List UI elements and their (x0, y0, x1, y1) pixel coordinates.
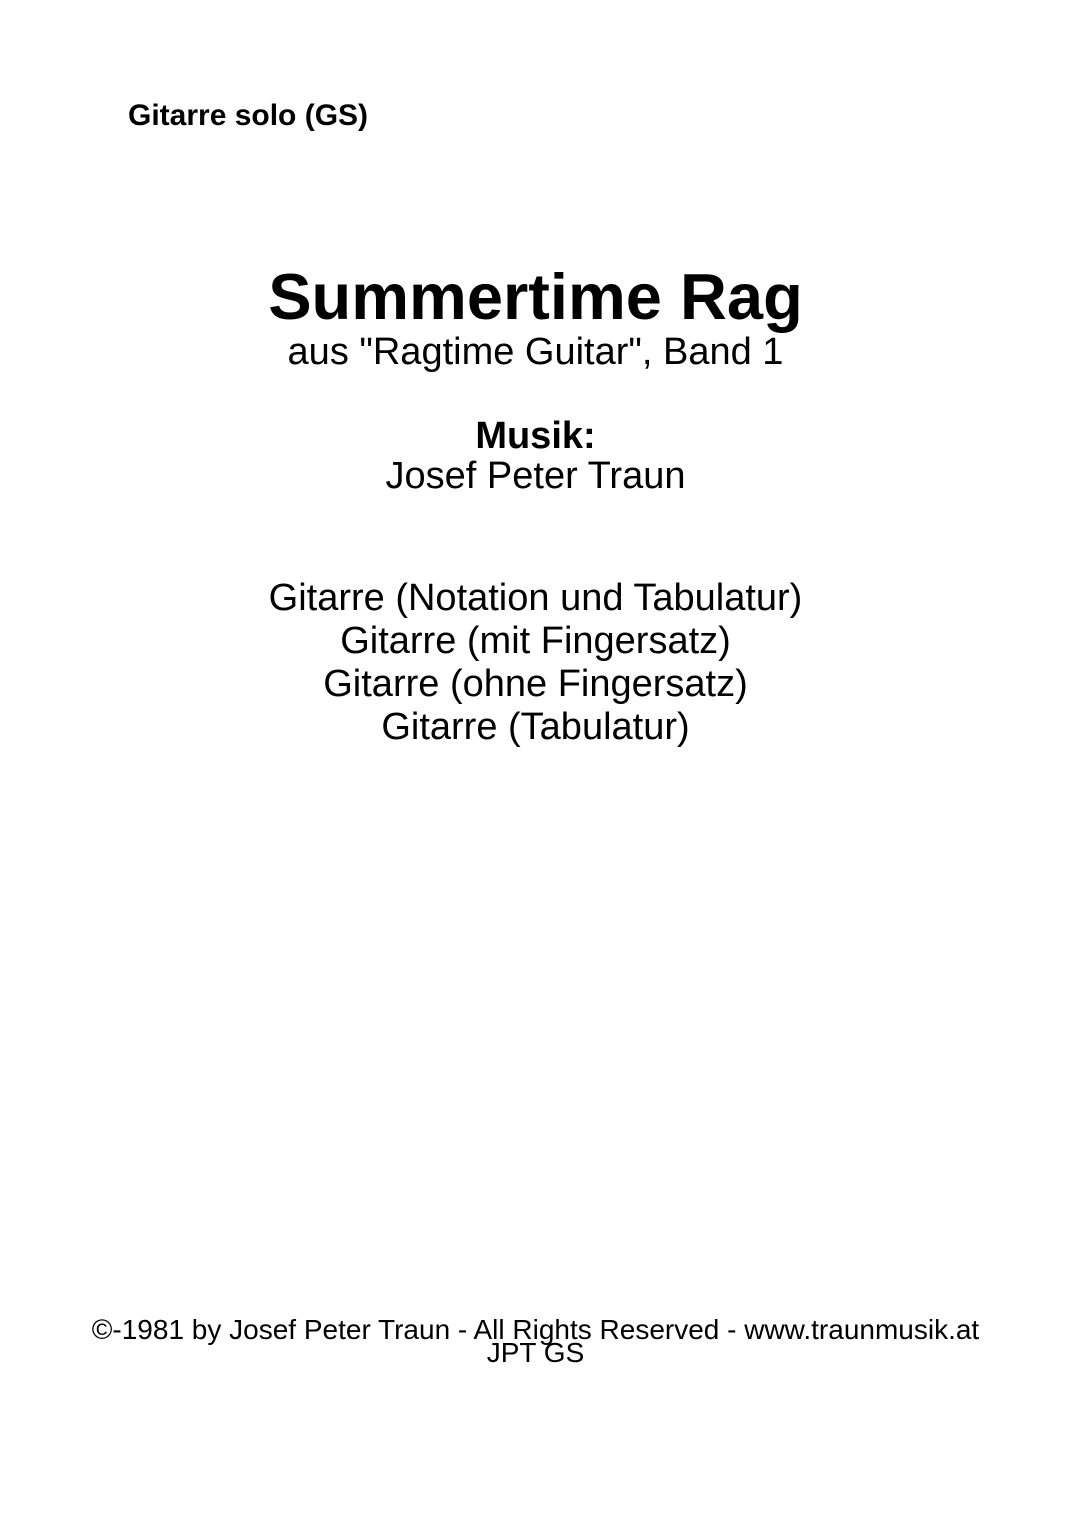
publisher-code: JPT GS (486, 1337, 585, 1368)
music-credit-heading: Musik: (475, 415, 596, 457)
instrumentation-item: Gitarre (Tabulatur) (381, 706, 690, 748)
piece-subtitle: aus "Ragtime Guitar", Band 1 (287, 331, 784, 373)
edition-label: Gitarre solo (GS) (128, 99, 369, 132)
instrumentation-item: Gitarre (ohne Fingersatz) (323, 663, 748, 705)
instrumentation-item: Gitarre (mit Fingersatz) (340, 620, 731, 662)
piece-title: Summertime Rag (268, 260, 803, 333)
composer-name: Josef Peter Traun (385, 455, 686, 497)
instrumentation-item: Gitarre (Notation und Tabulatur) (268, 577, 803, 619)
copyright-line: ©-1981 by Josef Peter Traun - All Rights Reserved - www.traunmusik.at (91, 1314, 980, 1345)
instrumentation-list (0, 577, 1071, 749)
